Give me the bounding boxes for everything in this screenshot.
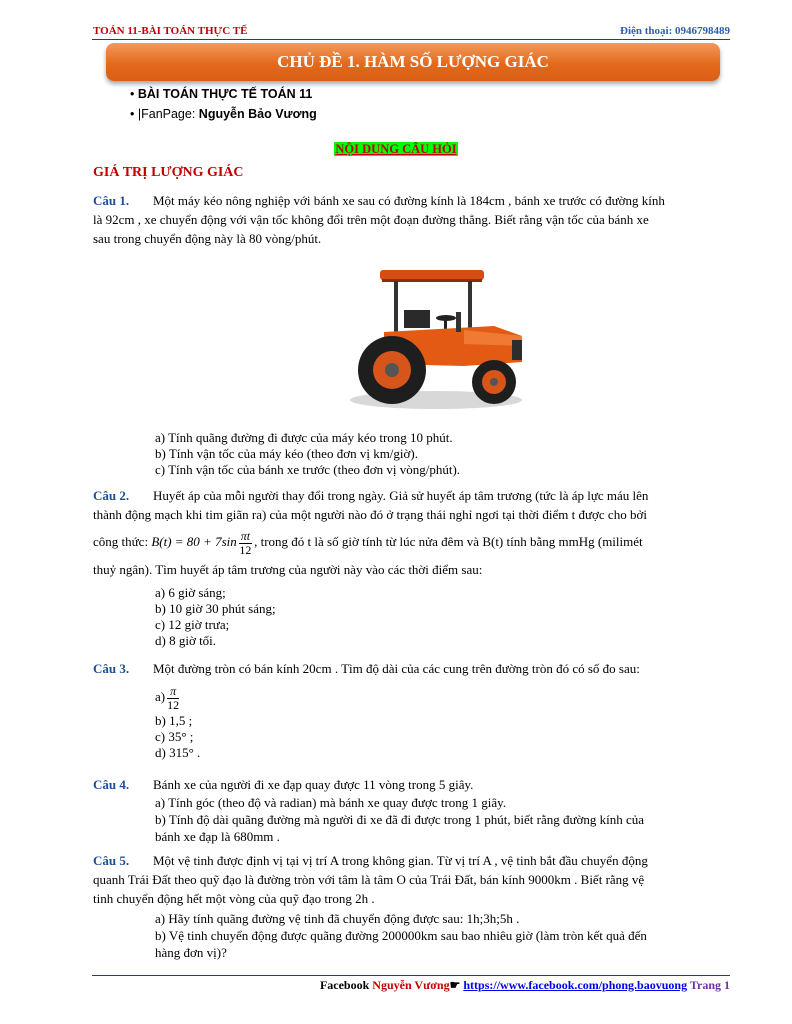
- q3-subitems: [155, 681, 731, 761]
- q4-subitems: [155, 794, 731, 845]
- q5-item-b-2: hàng đơn vị)?: [155, 945, 227, 960]
- header-separator: -: [137, 25, 142, 37]
- question-3: [93, 659, 730, 678]
- q5-label: Câu 5.: [93, 853, 130, 868]
- q4-item-b-1: b) Tính độ dài quãng đường mà người đi xe đã đi được trong 1 phút, biết rằng đường kính của: [155, 812, 645, 827]
- footer-facebook-label: Facebook: [319, 978, 373, 992]
- q3-text-1: Một đường tròn có bán kính 20cm . Tìm độ dài của các cung trên đường tròn đó có số đo sau:: [153, 661, 640, 676]
- header-topic: BÀI TOÁN THỰC TẾ: [141, 25, 248, 37]
- q2-text-1: Huyết áp của mỗi người thay đổi trong ngày. Giả sử huyết áp tâm trương (tức là áp lực máu lên: [153, 488, 649, 503]
- footer-author: Nguyễn Vương: [372, 978, 450, 992]
- question-5: [93, 851, 730, 908]
- tractor-image: [344, 266, 528, 412]
- q1-line-3: sau trong chuyển động này là 80 vòng/phút.: [93, 231, 322, 246]
- chapter-banner: CHỦ ĐỀ 1. HÀM SỐ LƯỢNG GIÁC: [106, 43, 720, 81]
- fanpage-name: Nguyễn Bảo Vương: [198, 107, 317, 121]
- q4-item-b-2: bánh xe đạp là 680mm .: [155, 829, 280, 844]
- footer-page-number: Trang 1: [687, 978, 730, 992]
- q1-item-c: c) Tính vận tốc của bánh xe trước (theo đơn vị vòng/phút).: [155, 462, 461, 477]
- q5-item-a: a) Hãy tính quãng đường vệ tinh đã chuyển động được sau: 1h;3h;5h .: [155, 911, 520, 926]
- q5-line-3: tinh chuyển động hết một vòng của quỹ đạo trong 2h .: [93, 891, 375, 906]
- q4-item-a: a) Tính góc (theo độ và radian) mà bánh xe quay được trong 1 giây.: [155, 795, 507, 810]
- bullet-item-1: • BÀI TOÁN THỰC TẾ TOÁN 11: [130, 87, 313, 101]
- q1-subitems: [155, 430, 731, 478]
- q2-label: Câu 2.: [93, 488, 130, 503]
- q3-item-d: d) 315° .: [155, 745, 201, 760]
- q2-formula-lhs: B(t) = 80 + 7sin: [151, 534, 237, 549]
- q2-subitems: [155, 585, 731, 649]
- q4-text-1: Bánh xe của người đi xe đạp quay được 11 vòng trong 5 giây.: [153, 777, 474, 792]
- q3-fraction-den: 12: [167, 697, 180, 712]
- q5-line-1: [93, 851, 730, 870]
- q2-line-4: thuỷ ngân). Tìm huyết áp tâm trương của người này vào các thời điểm sau:: [93, 562, 483, 577]
- q3-item-a: [155, 681, 731, 713]
- bullet-prefix-2: |FanPage:: [137, 107, 199, 121]
- q3-fraction-num: π: [167, 685, 179, 699]
- q1-item-a: a) Tính quãng đường đi được của máy kéo trong 10 phút.: [155, 430, 453, 445]
- q3-item-a-fraction: [167, 685, 179, 712]
- q1-text-1: Một máy kéo nông nghiệp với bánh xe sau có đường kính là 184cm , bánh xe trước có đường kính: [153, 193, 665, 208]
- footer-divider: [92, 975, 730, 976]
- q5-text-1: Một vệ tinh được định vị tại vị trí A trong không gian. Từ vị trí A , vệ tinh bắt đầu chuyển động: [153, 853, 648, 868]
- q2-formula-prefix: công thức:: [93, 534, 149, 549]
- q3-item-b: b) 1,5 ;: [155, 713, 193, 728]
- q2-item-b: b) 10 giờ 30 phút sáng;: [155, 601, 276, 616]
- header-left: [93, 25, 247, 37]
- intro-bullets: [130, 84, 317, 124]
- footer: [320, 978, 730, 993]
- question-2: [93, 486, 730, 579]
- q2-item-d: d) 8 giờ tối.: [155, 633, 217, 648]
- q3-line-1: [93, 659, 730, 678]
- footer-facebook-link[interactable]: https://www.facebook.com/phong.baovuong: [463, 978, 688, 992]
- q2-formula-line: [93, 524, 730, 560]
- q2-fraction-num: πt: [240, 528, 251, 543]
- bullet-text-1: BÀI TOÁN THỰC TẾ TOÁN 11: [137, 87, 313, 101]
- q2-line-1: [93, 486, 730, 505]
- q5-line-2: quanh Trái Đất theo quỹ đạo là đường tròn với tâm là tâm O của Trái Đất, bán kính 9000km . Biết rằng vệ: [93, 872, 645, 887]
- q2-formula-fraction: [239, 530, 252, 557]
- q5-subitems: [155, 910, 731, 961]
- q3-item-a-prefix: a): [155, 689, 166, 704]
- bullet-item-2: • |FanPage: Nguyễn Bảo Vương: [130, 107, 317, 121]
- subheading: GIÁ TRỊ LƯỢNG GIÁC: [93, 165, 244, 180]
- q1-line-2: là 92cm , xe chuyển động với vận tốc không đổi trên một đoạn đường thẳng. Biết rằng vận tốc của bánh xe: [93, 212, 649, 227]
- q2-line-2: thành động mạch khi tim giãn ra) của một người nào đó ở trạng thái nghỉ ngơi tại thời điểm t được cho bởi: [93, 507, 647, 522]
- q4-line-1: [93, 775, 730, 794]
- q1-item-b: b) Tính vận tốc của máy kéo (theo đơn vị km/giờ).: [155, 446, 418, 461]
- q3-item-c: c) 35° ;: [155, 729, 194, 744]
- header-subject: TOÁN 11: [93, 25, 138, 37]
- q1-line-1: [93, 191, 730, 210]
- q2-item-a: a) 6 giờ sáng;: [155, 585, 226, 600]
- q4-label: Câu 4.: [93, 777, 130, 792]
- q2-fraction-den: 12: [239, 542, 252, 557]
- q5-item-b-1: b) Vệ tinh chuyển động được quãng đường 200000km sau bao nhiêu giờ (làm tròn kết quả đến: [155, 928, 647, 943]
- q1-label: Câu 1.: [93, 193, 130, 208]
- q2-item-c: c) 12 giờ trưa;: [155, 617, 230, 632]
- pointing-hand-icon: ☛: [449, 978, 464, 992]
- section-title-text: NỘI DUNG CÂU HỎI: [335, 142, 457, 156]
- q2-formula-suffix: , trong đó t là số giờ tính từ lúc nửa đêm và B(t) tính bằng mmHg (milimét: [254, 534, 643, 549]
- question-1: [93, 191, 730, 248]
- question-4: [93, 775, 730, 794]
- header-phone: Điện thoại: 0946798489: [620, 25, 730, 37]
- section-title: [0, 140, 792, 158]
- q3-label: Câu 3.: [93, 661, 130, 676]
- header-divider: [92, 39, 730, 40]
